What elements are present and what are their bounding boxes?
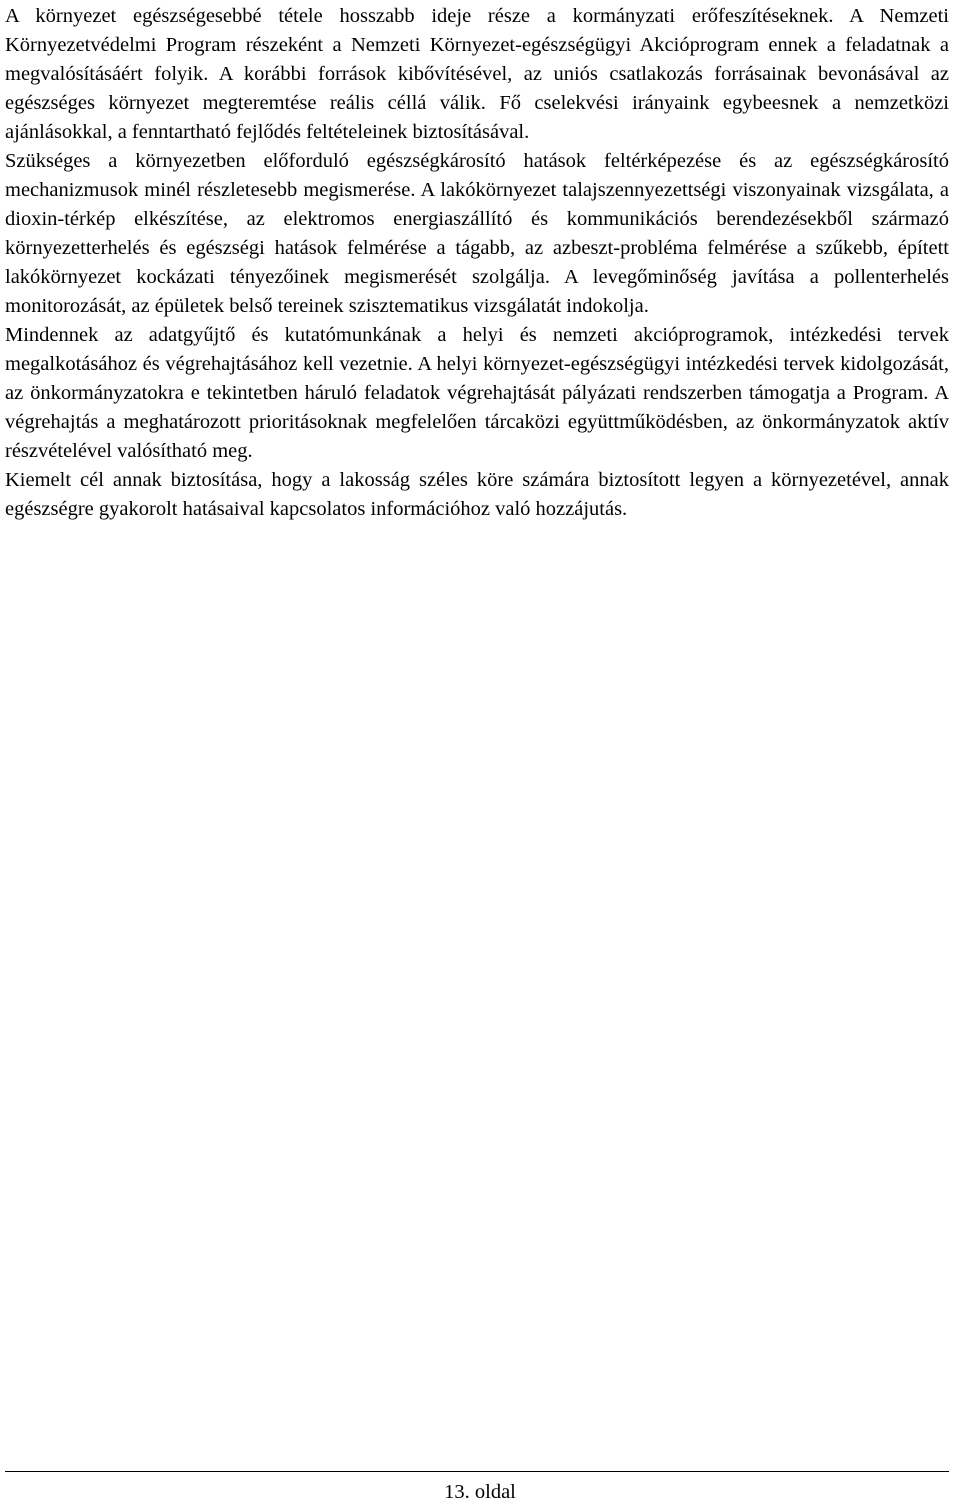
- paragraph-action-plans: Mindennek az adatgyűjtő és kutatómunkának a helyi és nemzeti akcióprogramok, intézkedési tervek megalkotásához és végrehajtásához kell vezetnie. A helyi környezet-egészségügyi intézkedési tervek kidolgozását, az önkormányzatokra e tekintetben háruló feladatok végrehajtását pályázati rendszerben támogatja a Program. A végrehajtás a meghatározott prioritásoknak megfelelően tárcaközi együttműködésben, az önkormányzatok aktív részvételével valósítható meg.: [5, 324, 949, 462]
- paragraph-health-hazard-mapping: Szükséges a környezetben előforduló egészségkárosító hatások feltérképezése és az egészségkárosító mechanizmusok minél részletesebb megismerése. A lakókörnyezet talajszennyezettségi viszonyainak vizsgálata, a dioxin-térkép elkészítése, az elektromos energiaszállító és kommunikációs berendezésekből származó környezetterhelés és egészségi hatások felmérése a tágabb, az azbeszt-probléma felmérése a szűkebb, épített lakókörnyezet kockázati tényezőinek megismerését szolgálja. A levegőminőség javítása a pollenterhelés monitorozását, az épületek belső tereinek szisztematikus vizsgálatát indokolja.: [5, 150, 949, 317]
- paragraph-government-efforts: A környezet egészségesebbé tétele hosszabb ideje része a kormányzati erőfeszítéseknek. A Nemzeti Környezetvédelmi Program részeként a Nemzeti Környezet-egészségügyi Akcióprogram ennek a feladatnak a megvalósításáért folyik. A korábbi források kibővítésével, az uniós csatlakozás forrásainak bevonásával az egészséges környezet megteremtése reális céllá válik. Fő cselekvési irányaink egybeesnek a nemzetközi ajánlásokkal, a fenntartható fejlődés feltételeinek biztosításával.: [5, 5, 949, 143]
- document-body: [5, 2, 949, 524]
- page-number: 13. oldal: [444, 1481, 516, 1503]
- paragraph-information-access: Kiemelt cél annak biztosítása, hogy a lakosság széles köre számára biztosított legyen a környezetével, annak egészségre gyakorolt hatásaival kapcsolatos információhoz való hozzájutás.: [5, 469, 949, 520]
- footer-divider: [5, 1471, 949, 1472]
